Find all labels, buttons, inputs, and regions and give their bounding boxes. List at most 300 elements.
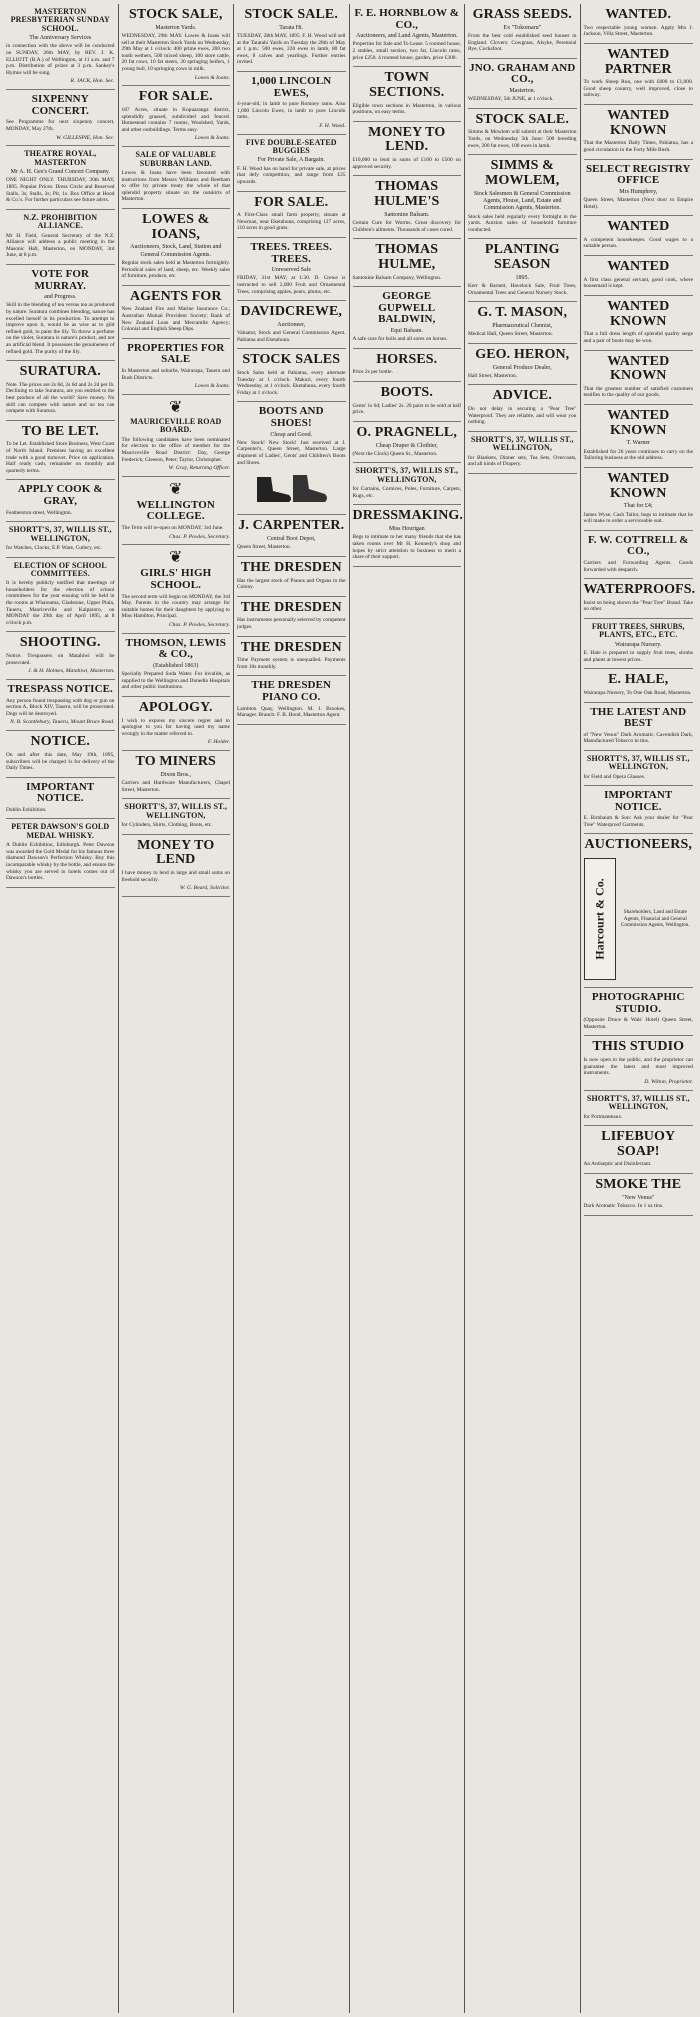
ad-body: E. Hale is prepared to supply fruit trees, shrubs and plants at lowest prices. — [583, 650, 693, 663]
ad-title: E. HALE, — [608, 672, 669, 688]
rotated-logo-block — [584, 855, 694, 983]
ad-title: SHORTT'S, 37, WILLIS ST., WELLINGTON, — [470, 434, 574, 453]
ad-title: GRASS SEEDS. — [472, 7, 572, 22]
ad-signature: Chas. P. Powles, Secretary. — [168, 533, 230, 540]
advertisement — [584, 296, 694, 351]
column-2 — [119, 4, 235, 2013]
ad-title: STOCK SALE, — [129, 7, 223, 22]
advertisement — [237, 676, 346, 724]
advertisement — [353, 4, 462, 67]
ad-title: WANTED PARTNER — [604, 46, 672, 77]
ad-title: G. T. MASON, — [477, 305, 568, 321]
ad-title: DAVIDCREWE, — [240, 304, 343, 320]
ad-title: LOWES & IOANS, — [142, 212, 210, 242]
ad-title: IMPORTANT NOTICE. — [604, 789, 673, 813]
advertisement — [122, 395, 231, 477]
advertisement — [353, 122, 462, 177]
ad-body: That the Masterton Daily Times, Pahiatua, has a good circulation in the Forty Mile Bush. — [583, 140, 693, 153]
advertisement — [584, 751, 694, 786]
ad-body: Queen Street, Masterton. — [237, 544, 291, 551]
ad-body: To be Let. Established Store Business, West Coast of North Island. Premises having an excellent trade with a good turnover. Price on application. Half ready cash, remainder on monthly and quarterly terms. — [6, 441, 115, 474]
ad-title: FOR SALE. — [254, 194, 329, 210]
ad-body: An Antiseptic and Disinfectant. — [583, 1161, 652, 1168]
ad-title: THE DRESDEN — [240, 559, 342, 575]
advertisement — [237, 637, 346, 677]
ad-signature: F. H. Wood. — [319, 122, 346, 129]
ad-title: BOOTS. — [380, 384, 433, 400]
ad-subtitle: Equi Balsam. — [390, 327, 423, 334]
advertisement — [237, 135, 346, 192]
ad-title: TRESPASS NOTICE. — [7, 683, 113, 696]
advertisement — [584, 1126, 694, 1174]
ad-body: Any person found trespassing with dog or gun on section A, Block XIV, Taueru, will be prosecuted. Dogs will be destroyed. — [6, 697, 115, 717]
ad-body: I wish to express my sincere regret and to apologise to you for having used my name wrongly in the matter referred to. — [121, 717, 230, 737]
ad-title: APOLOGY. — [138, 699, 213, 715]
ad-body: See Programme for next sixpenny concert, MONDAY, May 27th. — [6, 119, 115, 132]
ad-body: Hall Street, Masterton. — [468, 372, 518, 379]
ad-title: LIFEBUOY SOAP! — [601, 1129, 676, 1159]
advertisement — [6, 90, 115, 146]
ad-body: Queen Street, Masterton (Next door to Empire Hotel). — [583, 197, 693, 210]
ad-body: Properties for Sale and To Lease. 5 roomed house, 2 stables, small section, two fat, Lincoln rams, price £250. 4 roomed house, garden, price £300. — [352, 41, 462, 61]
advertisement — [584, 1174, 694, 1216]
ad-signature: N. B. Scantlebury, Taueru, Mount Bruce Road. — [10, 719, 115, 726]
ad-subtitle: Dixon Bros., — [160, 771, 192, 778]
ad-body: That the greatest number of satisfied customers testifies to the quality of our goods. — [583, 385, 693, 399]
ad-body: Kerr & Barnett, Havelock Sale, Fruit Trees, Ornamental Trees and General Nursery Stock. — [468, 283, 577, 296]
ad-signature: W. G. Beard, Solicitor. — [179, 885, 230, 892]
ad-title: WANTED KNOWN — [607, 108, 670, 138]
ad-title: PETER DAWSON'S GOLD MEDAL WHISKY. — [11, 822, 110, 840]
advertisement — [122, 4, 231, 86]
ad-body: £10,000 to lend in sums of £100 to £500 on approved security. — [352, 157, 461, 170]
advertisement — [584, 834, 694, 988]
advertisement — [584, 669, 694, 702]
ad-subtitle: Auctioneer, — [277, 321, 306, 328]
ad-title: SURATURA. — [19, 364, 101, 380]
ad-body: for Curtains, Cornices, Poles, Furniture, Carpets, Rugs, etc. — [352, 486, 461, 499]
advertisement — [122, 799, 231, 834]
ad-body: New Zealand Fire and Marine Insurance Co.; Australian Mutual Provident Society; Bank of New Zealand Loan and Mercantile Agency; Colonial and English Sheep Dips. — [121, 306, 230, 333]
ad-title: FIVE DOUBLE-SEATED BUGGIES — [245, 137, 337, 156]
ad-body: Carriers and Forwarding Agents. Goods forwarded with despatch. — [583, 559, 693, 573]
ad-subtitle: Stock Salesmen & General Commission Agents, House, Land, Estate and Commission Agents, Masterton. — [473, 190, 571, 212]
ad-subtitle: "New Venus" — [622, 1194, 655, 1201]
ad-title: PHOTOGRAPHIC STUDIO. — [591, 991, 685, 1015]
advertisement — [122, 751, 231, 799]
ad-title: THE LATEST AND BEST — [590, 705, 687, 730]
ad-body: A Dublin Exhibition, Edinburgh. Peter Dawson was awarded the Gold Medal for his famous three diamond Dawson's Perfection Whisky. Buy this incomparable whisky by the bottle, and ensure the whisky you are served in hotels comes out of Dawson's bottles. — [6, 842, 115, 882]
ad-title: THOMAS HULME'S — [374, 179, 440, 209]
ad-title: WANTED — [607, 219, 670, 235]
advertisement — [6, 265, 115, 361]
ad-title: N.Z. PROHIBITION ALLIANCE. — [23, 212, 98, 231]
ad-title: WANTED KNOWN — [607, 353, 670, 384]
ad-subtitle: Wairarapa Nursery. — [615, 641, 662, 648]
advertisement — [584, 351, 694, 406]
advertisement — [6, 210, 115, 265]
ad-body: Medical Hall, Queen Street, Masterton. — [468, 331, 553, 338]
advertisement — [584, 44, 694, 105]
ad-signature: Lowes & Ioans. — [194, 135, 230, 142]
ad-signature: W. Gray, Returning Officer. — [168, 465, 230, 472]
ad-body: Lambton Quay, Wellington. M. J. Brookes, Manager. Branch: F. B. Hood, Masterton Agent. — [237, 705, 346, 719]
advertisement — [122, 545, 231, 633]
ad-signature: D. Wilton, Proprietor. — [644, 1078, 693, 1085]
ad-body: In Masterton and suburbs, Wairarapa, Taueru and Bush Districts. — [121, 367, 230, 381]
ad-title: GIRLS' HIGH SCHOOL. — [140, 567, 212, 591]
advertisement — [468, 432, 577, 474]
ad-body: Dublin Exhibition. — [6, 806, 47, 813]
advertisement — [584, 619, 694, 669]
ad-title: THEATRE ROYAL, MASTERTON — [24, 149, 97, 167]
ad-title: MONEY TO LEND — [137, 837, 215, 868]
crest-icon: ❦ — [169, 398, 183, 416]
advertisement — [6, 819, 115, 887]
ad-body: It is hereby publicly notified that meetings of householders for the election of school committees for the year ensuing will be held in the rooms at Whareama, Gladstone, Upper Plain, Taueru, Mauriceville and Kaiparoro, on MONDAY the 29th day of April 1895, at 8 o'clock p.m. — [6, 580, 115, 626]
advertisement — [584, 531, 694, 579]
advertisement — [353, 287, 462, 349]
ad-body: WEDNESDAY, 29th MAY. Lowes & Ioans will sell at their Masterton Stock Yards on Wednesday, 29th May at 1 o'clock: 400 prime ewes, 200 two tooth wethers, 500 mixed sheep, 100 store cattle, 20 fat cows, 10 fat steers, 30 springing heifers, 1 young bull, 10 springing cows in milk. — [121, 33, 230, 72]
ad-title: DRESSMAKING. — [352, 508, 463, 524]
ad-title: MASTERTON PRESBYTERIAN SUNDAY SCHOOL. — [10, 7, 110, 33]
ad-title: TREES. TREES. TREES. — [250, 241, 332, 265]
advertisement — [584, 786, 694, 834]
ad-title: BOOTS AND SHOES! — [258, 405, 324, 429]
advertisement — [584, 4, 694, 44]
ad-body: Certain Cure for Worms. Great discovery for Children's ailments. Thousands of cases cured. — [352, 220, 461, 233]
advertisement — [6, 731, 115, 777]
ad-body: The Term will re-open on MONDAY, 3rd June. — [121, 525, 224, 531]
ad-body: To work Sheep Run, one with £800 to £1,000. Good sheep country, well improved, close to railway. — [583, 79, 693, 99]
ad-title: J. CARPENTER. — [238, 518, 345, 534]
ad-title: GEO. HERON, — [475, 346, 570, 362]
ad-title: STOCK SALE. — [475, 111, 569, 127]
advertisement — [468, 344, 577, 386]
advertisement — [353, 349, 462, 382]
ad-signature: F. Holder. — [207, 739, 230, 746]
advertisement — [353, 239, 462, 287]
ad-title: AGENTS FOR — [129, 288, 222, 304]
advertisement — [6, 361, 115, 421]
ad-body: The following candidates have been nominated for election to the office of member for the Mauriceville Road District: Day, George Frederick; Gleeson, Peter; Taylor, Christopher. — [121, 436, 230, 463]
column-4 — [350, 4, 466, 2013]
ad-title: SIXPENNY CONCERT. — [31, 93, 89, 117]
advertisement — [6, 680, 115, 731]
advertisement — [353, 382, 462, 422]
ad-title: F. E. HORNBLOW & CO., — [354, 7, 460, 31]
advertisement — [237, 597, 346, 637]
ad-subtitle: Miss Hourigan — [388, 526, 425, 533]
ad-body: James Wyse, Cash Tailor, begs to intimate that he will make to order a serviceable suit. — [583, 511, 693, 525]
advertisement — [468, 239, 577, 302]
ad-body: in connection with the above will be conducted on SUNDAY, 26th MAY, by REV. J. K. ELLIOTT (B.A.) of Wellington, at 11 a.m. and 7 p.m. Distribution of prizes at 3 p.m. Sankey's Hymns will be sung. — [6, 43, 115, 76]
ad-subtitle: Cheap and Good. — [270, 431, 313, 438]
ad-subtitle: The Anniversary Services — [29, 35, 92, 42]
ad-body: WEDNESDAY, 5th JUNE, at 1 o'clock. — [468, 96, 554, 103]
ad-title: THE DRESDEN — [240, 639, 342, 655]
advertisement — [237, 515, 346, 557]
ad-title: NOTICE. — [30, 734, 90, 750]
ad-body: of "New Venus" Dark Aromatic. Cavendish Dark, Manufactured Tobacco in tins. — [583, 731, 693, 745]
ad-body: A safe cure for boils and all sores on horses. — [352, 336, 448, 343]
ad-subtitle: Auctioneers, and Land Agents, Masterton. — [356, 33, 458, 40]
ad-body: That a full dress length of splendid quality serge and a pair of boots may be won. — [583, 331, 693, 344]
advertisement — [584, 405, 694, 468]
advertisement — [237, 238, 346, 301]
ad-body: (Opposite Druce & Wals' Hotel) Queen Street, Masterton. — [583, 1017, 693, 1030]
ad-body: I have money to lend in large and small sums on freehold security. — [121, 870, 230, 883]
ad-body: Skill in the blending of tea versus tea as produced by nature. Suratura combines blending, nature has excelled herself in its production. To attempt to improve upon it, would be as wise as to gild refined gold, to paint the lily. To throw a perfume on the violet, Suratura is nature's product, and not an artificial blend. It possesses the genuineness of refined gold. The purity of the lily. — [6, 302, 115, 355]
advertisement — [6, 146, 115, 209]
advertisement — [468, 155, 577, 239]
ad-body: E. Birnbaum & Son: Ask your dealer for "Pear Tree" Waterproof Garments. — [583, 815, 693, 828]
ad-subtitle: (Established 1863) — [153, 662, 199, 669]
rotated-logo-box — [584, 858, 616, 980]
ad-title: AUCTIONEERS, — [584, 837, 692, 853]
advertisement — [584, 1036, 694, 1090]
ad-body: Santonine Balsam Company, Wellington. — [352, 274, 442, 281]
advertisement — [6, 480, 115, 522]
ad-body: FRIDAY, 31st MAY, at 1:30. D. Crewe is instructed to sell 2,000 Fruit and Ornamental Trees, comprising apples, pears, plums, etc. — [237, 275, 346, 295]
advertisement — [122, 209, 231, 286]
boot-illustration-icon — [237, 469, 346, 507]
crest-icon: ❦ — [169, 549, 183, 567]
ad-body: TUESDAY, 28th MAY, 1895. F. H. Wood will sell at the Taratahi Yards on Tuesday the 28th of May at 1 p.m.: 500 ewes, 220 ewes in lamb, 80 fat ewes, 8 calves and yearlings. Further entries invited. — [237, 33, 346, 66]
advertisement — [584, 703, 694, 751]
ad-body: A First-Class small farm property, situate at Newman, near Eketahuna, comprising 127 acres, 110 acres in good grass. — [237, 212, 346, 232]
ad-body: A competent housekeeper. Good wages to a suitable person. — [583, 236, 693, 250]
ad-subtitle: and Progress. — [44, 294, 77, 301]
ad-title: TOWN SECTIONS. — [369, 70, 445, 100]
ad-title: ADVICE. — [492, 388, 552, 404]
ad-title: THIS STUDIO — [592, 1039, 685, 1055]
advertisement — [237, 349, 346, 402]
ad-signature: R. JACK, Hon. Sec. — [70, 78, 115, 85]
ad-title: SHORTT'S, 37, WILLIS ST., WELLINGTON, — [586, 753, 690, 772]
ad-body: Has instruments personally selected by competent judges. — [237, 617, 346, 630]
ad-title: THE DRESDEN PIANO CO. — [251, 679, 332, 703]
advertisement — [122, 477, 231, 546]
ad-title: O. PRAGNELL, — [356, 424, 457, 440]
crest-icon: ❦ — [169, 480, 183, 498]
advertisement — [6, 778, 115, 820]
ad-body: Featherston street, Wellington. — [6, 509, 72, 516]
ad-body: New Stock! New Stock! Just received at J. Carpenter's, Queen Street, Masterton. Large shipment of Ladies', Gents' and Children's Boots and Shoes. — [237, 439, 346, 466]
ad-title: WANTED — [607, 259, 670, 275]
ad-title: APPLY COOK & GRAY, — [17, 483, 103, 507]
ad-title: SHORTT'S, 37, WILLIS ST., WELLINGTON, — [124, 802, 228, 820]
ad-title: TO BE LET. — [21, 423, 99, 439]
ad-title: JNO. GRAHAM AND CO., — [469, 61, 576, 86]
ad-body: (Next the Clock) Queen St., Masterton. — [352, 450, 438, 457]
ad-title: 1,000 LINCOLN EWES, — [251, 74, 332, 99]
ad-body: The second term will begin on MONDAY, the 3rd May. Parents in the country may arrange for suitable homes for their daughters by applying to Miss Hamilton, Principal. — [121, 593, 230, 620]
column-6 — [581, 4, 697, 2013]
ad-body: Price 2s per bottle. — [352, 369, 393, 376]
advertisement — [237, 72, 346, 135]
ad-title: THE DRESDEN — [240, 599, 342, 615]
advertisement — [584, 468, 694, 531]
advertisement — [468, 385, 577, 431]
advertisement — [6, 632, 115, 680]
advertisement — [6, 522, 115, 557]
advertisement — [6, 4, 115, 90]
ad-body: Specially Prepared Soda Water. For invalids, as supplied to the Wellington and Dunedin Hospitals and other public institutions. — [121, 671, 230, 691]
ad-body: 4-year-old, in lamb to pure Romney rams. Also 1,000 Lincoln Ewes, in lamb to pure Lincoln rams. — [237, 101, 346, 121]
advertisement — [353, 67, 462, 122]
ad-body: Lowes & Ioans have been favoured with instructions from Messrs Williams and Beetham to offer by private treaty the whole of that splendid property situate on the outskirts of Masterton. — [121, 170, 230, 203]
ad-body: ONE NIGHT ONLY. THURSDAY, 30th MAY, 1895. Popular Prices: Dress Circle and Reserved Stalls, 3s; Stalls, 2s; Pit, 1s. Box Office at Hood & Co.'s. For further particulars see future advts. — [6, 177, 115, 204]
advertisement — [237, 301, 346, 349]
advertisement — [353, 176, 462, 239]
advertisement — [584, 105, 694, 160]
advertisement — [468, 4, 577, 59]
advertisement — [353, 422, 462, 464]
ad-subtitle: That for £4; — [623, 503, 653, 510]
ad-title: PLANTING SEASON — [484, 242, 560, 273]
ad-body: Insist on being shown the "Pear Tree" Brand. Take no other. — [583, 599, 693, 613]
ad-title: WELLINGTON COLLEGE. — [136, 498, 215, 523]
advertisement — [584, 256, 694, 296]
advertisement — [122, 86, 231, 147]
ad-body: Valuator, Stock and General Commission Agent. Pahiatua and Eketahuna. — [237, 330, 346, 343]
ad-body: Note. The prices are 2s 8d, 2s 6d and 2s 2d per lb. Declining to take Suratura, are you entitled to the best produce of all the world? Save money. No skill can compete with nature and no tea can compete with Suratura. — [6, 381, 115, 415]
ad-body: Dark Aromatic Tobacco. In 1 oz tins. — [583, 1203, 664, 1210]
ad-subtitle: Tarata Hi. — [279, 24, 304, 31]
ad-title: VOTE FOR MURRAY. — [31, 267, 90, 292]
advertisement — [584, 216, 694, 256]
advertisement — [584, 579, 694, 619]
ad-subtitle: 1895. — [515, 274, 529, 281]
ad-body: Two respectable young women. Apply Mrs J. Jackson, Villa Street, Masterton. — [583, 24, 693, 38]
advertisement — [122, 339, 231, 395]
ad-body: Time Payment system is unequalled. Payments from 10s monthly. — [237, 657, 346, 670]
ad-signature: Chas. P. Powles, Secretary. — [168, 621, 230, 628]
ad-title: SHOOTING. — [19, 635, 101, 651]
advertisement — [468, 59, 577, 109]
ad-title: SIMMS & MOWLEM, — [485, 158, 560, 188]
advertisement — [237, 4, 346, 72]
ad-subtitle: T. Warner — [626, 440, 651, 447]
ad-signature: Lowes & Ioans. — [194, 383, 230, 390]
ad-title: HORSES. — [376, 351, 438, 367]
ad-title: STOCK SALES — [242, 352, 341, 368]
ad-title: GEORGE GUPWELL BALDWIN, — [378, 290, 436, 326]
advertisement — [353, 505, 462, 566]
advertisement — [122, 697, 231, 751]
ad-title: WATERPROOFS. — [583, 582, 696, 598]
ad-body: Mr H. Field, General Secretary of the N.Z. Alliance will address a public meeting in the Masonic Hall, Masterton, on MONDAY, 3rd June, at 8 p.m. — [6, 232, 115, 259]
ad-subtitle: Masterton. — [509, 87, 536, 94]
advertisement — [584, 1091, 694, 1126]
ad-body: for Portmanteaux. — [583, 1113, 623, 1120]
ad-body: Is now open to the public, and the proprietor can guarantee the latest and most improved instruments. — [583, 1057, 693, 1077]
ad-body: 187 Acres, situate in Kopuaranga district, splendidly grassed, subdivided and fenced. Homestead contains 7 rooms, Woolshed, Yards, and other outbuildings. Terms easy. — [121, 107, 230, 133]
ad-title: THOMSON, LEWIS & CO., — [125, 636, 226, 661]
ad-subtitle: Santonine Balsam. — [384, 211, 430, 218]
ad-body: Wairarapa Nursery, To One Oak Road, Masterton. — [583, 689, 692, 696]
ad-body: Stock sales held regularly every fortnight in the yards. Auction sales of household furniture conducted. — [468, 213, 577, 233]
ad-body: for Watches, Clocks, E.P. Ware, Cutlery, etc. — [6, 544, 102, 551]
ad-body: A first class general servant, good cook, where housemaid is kept. — [583, 276, 693, 290]
advertisement — [237, 192, 346, 238]
ad-body: Has the largest stock of Pianos and Organs in the Colony. — [237, 577, 346, 591]
ad-title: SMOKE THE — [595, 1177, 682, 1193]
ad-body: On and after this date, May 19th, 1895, subscribers will be charged 1s for delivery of the Daily Times. — [6, 751, 115, 772]
ad-subtitle: Unreserved Sale — [271, 267, 311, 274]
ad-body: From the best cold established seed houses in England. Clovers: Cowgrass, Alsyke, Perennial Rye, Cocksfoot. — [468, 33, 577, 53]
ad-body: Simms & Mowlem will submit at their Masterton Yards, on Wednesday 5th June: 500 breeding ewes, 200 fat ewes, 100 ewes in lamb. — [468, 129, 577, 149]
ad-title: MONEY TO LEND. — [368, 124, 446, 155]
advertisement — [237, 557, 346, 597]
advertisement — [6, 558, 115, 633]
ad-subtitle: Auctioneers, Stock, Land, Station and General Commission Agents. — [130, 244, 222, 258]
advertisement — [584, 160, 694, 217]
ad-signature: W. GILLESPIE, Hon. Sec. — [56, 134, 115, 141]
column-1 — [3, 4, 119, 2013]
ad-title: ELECTION OF SCHOOL COMMITTEES. — [13, 560, 107, 578]
ad-title: STOCK SALE. — [244, 7, 338, 22]
ad-subtitle: Ex "Tokomaru" — [503, 24, 542, 31]
ad-signature: Lowes & Ioans. — [194, 74, 230, 81]
ad-body: for Blankets, Dinner sets, Tea Sets, Overcoats, and all kinds of Drapery. — [468, 454, 577, 468]
ad-title: WANTED. — [605, 7, 672, 22]
ad-body: Notice. Trespassers on Matahiwi will be prosecuted. — [6, 653, 115, 666]
ad-title: SHORTT'S, 37, WILLIS ST., WELLINGTON, — [355, 466, 459, 484]
ad-title: F. W. COTTRELL & CO., — [587, 533, 689, 558]
advertisement — [468, 109, 577, 155]
ad-body: Gents' 1s 6d; Ladies' 2s. 20 pairs to be sold at half price. — [352, 402, 461, 416]
ad-title: SELECT REGISTRY OFFICE — [585, 162, 691, 187]
ad-title: WANTED KNOWN — [607, 298, 670, 329]
ad-body: Do not delay in securing a "Pear Tree" Waterproof. They are reliable, and will wear you nothing. — [468, 406, 577, 426]
ad-title: SHORTT'S, 37, WILLIS ST., WELLINGTON, — [586, 1093, 690, 1112]
ad-subtitle: Cheap Draper & Clothier, — [375, 442, 438, 449]
ad-title: PROPERTIES FOR SALE — [127, 341, 225, 366]
advertisement — [122, 147, 231, 209]
advertisement — [122, 634, 231, 697]
ad-title: FRUIT TREES, SHRUBS, PLANTS, ETC., ETC. — [591, 621, 685, 640]
column-3 — [234, 4, 350, 2013]
ad-title: WANTED KNOWN — [607, 408, 670, 438]
ad-title: FOR SALE. — [138, 89, 213, 105]
ad-subtitle: For Private Sale, A Bargain. — [257, 157, 325, 164]
ad-body: Stock Sales held at Pahiatua, every alternate Tuesday at 1 o'clock. Makuri, every fourth Wednesday, at 1 o'clock. Eketahuna, every fourth Friday at 1 o'clock. — [237, 370, 346, 396]
ad-subtitle: Masterton Yards. — [155, 24, 197, 31]
column-5 — [465, 4, 581, 2013]
advertisement — [468, 302, 577, 344]
advertisement — [122, 835, 231, 897]
ad-body: Eligible town sections in Masterton, in various positions, on easy terms. — [352, 102, 461, 116]
ad-subtitle: Central Boot Depot, — [267, 535, 316, 542]
ad-signature: J. & H. Holmes, Matahiwi, Masterton. — [28, 668, 115, 675]
ad-body: Carriers and Hardware Manufacturers, Chapel Street, Masterton. — [121, 780, 230, 793]
advertisement — [6, 421, 115, 481]
advertisement — [122, 286, 231, 339]
ad-body: F. H. Wood has on hand for private sale, at prices that defy competition, and range from £25 upwards. — [237, 165, 346, 185]
ad-body: Begs to intimate to her many friends that she has taken rooms over Mr H. Kennedy's shop and hopes by strict attention to business to merit a share of their support. — [352, 534, 461, 561]
rotated-side-text: Shareholders, Land and Estate Agents, Financial and General Commission Agents, Wellington. — [620, 909, 690, 929]
ad-title: SHORTT'S, 37, WILLIS ST., WELLINGTON, — [8, 525, 112, 543]
ad-title: MAURICEVILLE ROAD BOARD. — [130, 416, 222, 435]
ad-title: SALE OF VALUABLE SUBURBAN LAND. — [135, 150, 217, 168]
ad-subtitle: Pharmaceutical Chemist, — [492, 322, 553, 329]
ad-title: THOMAS HULME, — [375, 242, 439, 272]
advertisement — [237, 402, 346, 515]
ad-body: for Field and Opera Glasses. — [583, 773, 646, 780]
ad-body: Established for 26 years continues to carry on the Tailoring business at the old address. — [583, 448, 693, 462]
